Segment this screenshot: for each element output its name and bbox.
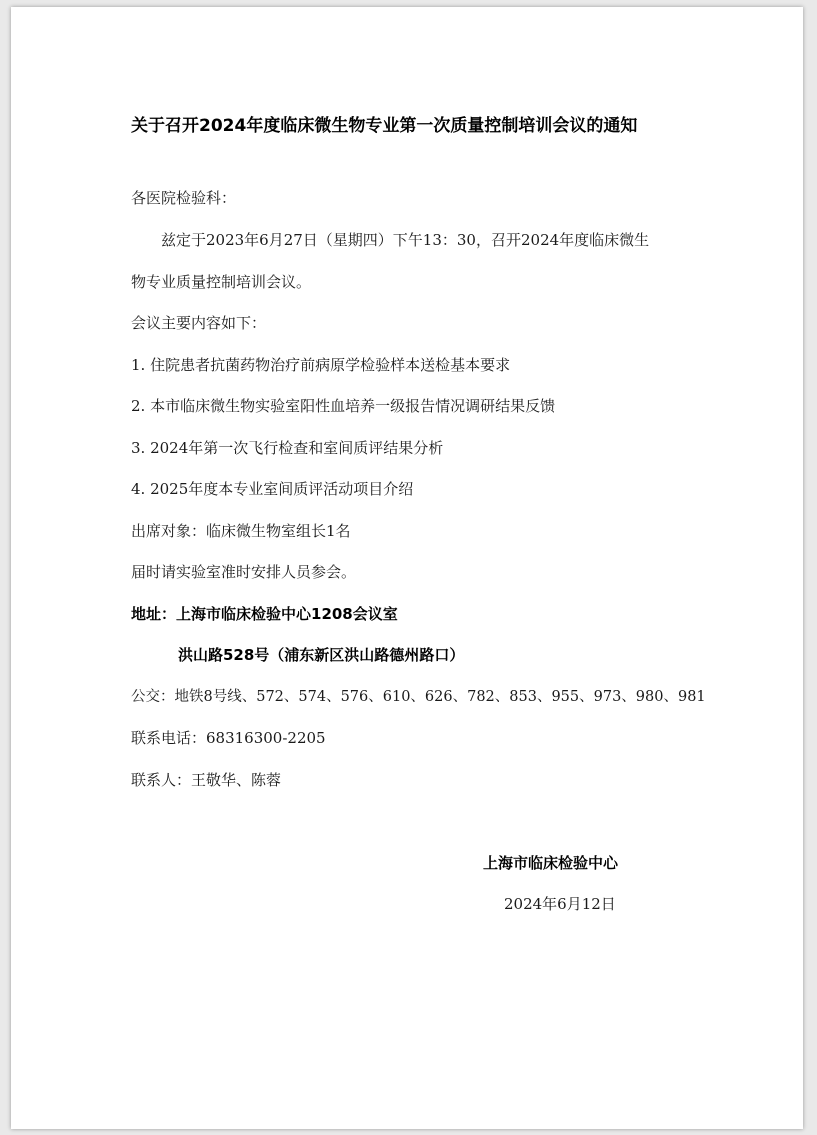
agenda-item-3: 3. 2024年第一次飞行检查和室间质评结果分析 <box>131 439 444 457</box>
issue-date: 2024年6月12日 <box>504 895 616 913</box>
attendees: 出席对象：临床微生物室组长1名 <box>131 522 351 540</box>
agenda-item-1: 1. 住院患者抗菌药物治疗前病原学检验样本送检基本要求 <box>131 356 511 374</box>
issuer-name: 上海市临床检验中心 <box>483 854 619 872</box>
transit-info: 公交：地铁8号线、572、574、576、610、626、782、853、955、973、980、981 <box>131 689 706 705</box>
contact-phone: 联系电话：68316300-2205 <box>131 729 326 747</box>
reminder: 届时请实验室准时安排人员参会。 <box>131 563 357 581</box>
notice-title: 关于召开2024年度临床微生物专业第一次质量控制培训会议的通知 <box>131 116 638 136</box>
address-line-2: 洪山路528号（浦东新区洪山路德州路口） <box>178 646 465 664</box>
contact-persons: 联系人：王敬华、陈蓉 <box>131 771 282 789</box>
intro-line-1: 兹定于2023年6月27日（星期四）下午13：30，召开2024年度临床微生 <box>161 231 650 249</box>
contents-header: 会议主要内容如下： <box>131 314 267 332</box>
document-page <box>11 7 803 1129</box>
agenda-item-4: 4. 2025年度本专业室间质评活动项目介绍 <box>131 480 414 498</box>
agenda-item-2: 2. 本市临床微生物实验室阳性血培养一级报告情况调研结果反馈 <box>131 397 556 415</box>
salutation: 各医院检验科： <box>131 189 237 207</box>
address-line-1: 地址：上海市临床检验中心1208会议室 <box>131 605 398 623</box>
intro-line-2: 物专业质量控制培训会议。 <box>131 273 312 291</box>
